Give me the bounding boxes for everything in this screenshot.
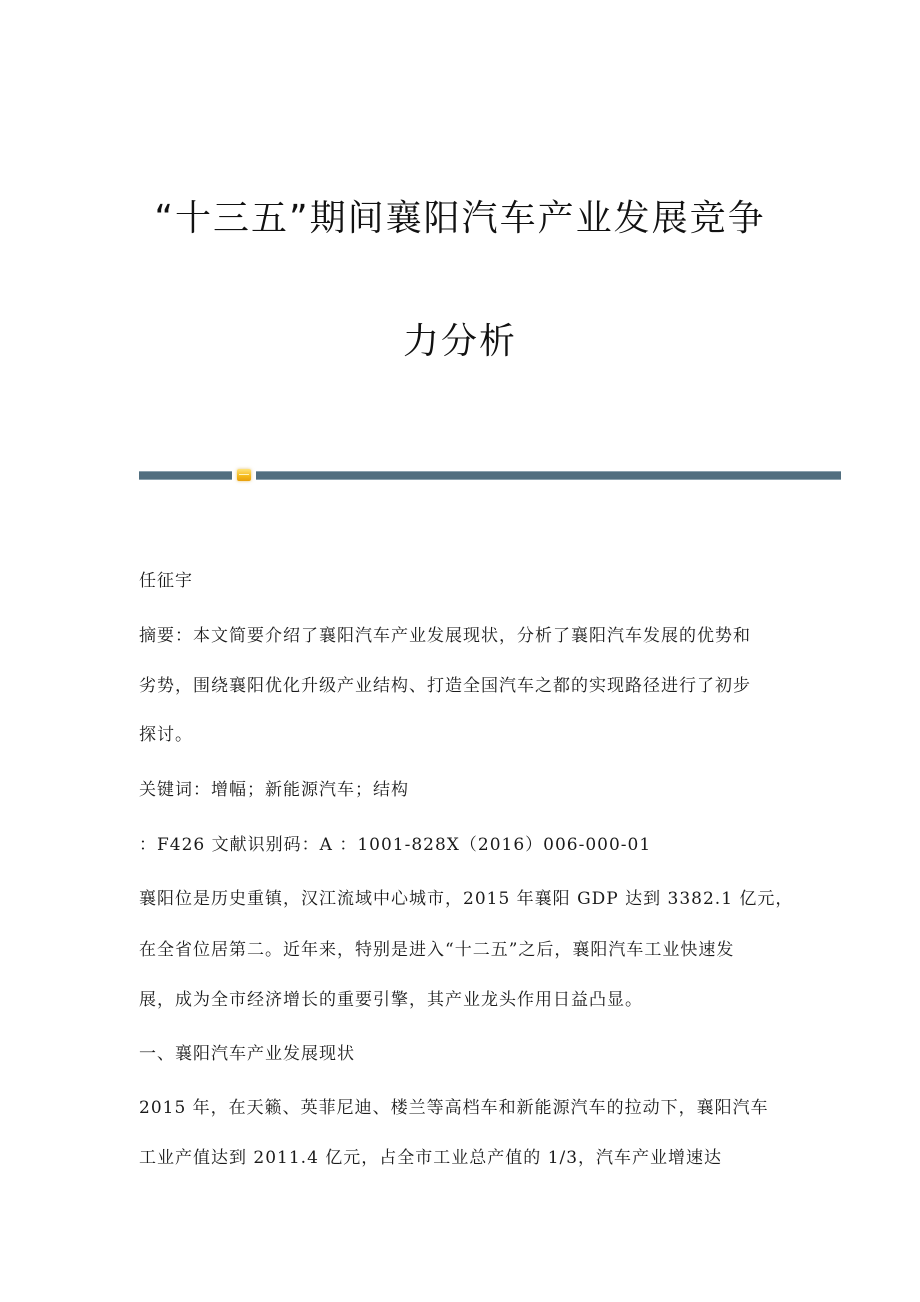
section-heading: 一、襄阳汽车产业发展现状 [139,1044,355,1064]
intro-paragraph-line: 展，成为全市经济增长的重要引擎，其产业龙头作用日益凸显。 [139,990,643,1010]
intro-paragraph-line: 襄阳位是历史重镇，汉江流域中心城市，2015 年襄阳 GDP 达到 3382.1 亿元， [139,889,794,909]
title-divider-left [139,471,232,480]
abstract-line: 摘要：本文简要介绍了襄阳汽车产业发展现状，分析了襄阳汽车发展的优势和 [139,626,751,646]
abstract-line: 探讨。 [139,725,193,745]
intro-paragraph-line: 在全省位居第二。近年来，特别是进入“十二五”之后，襄阳汽车工业快速发 [139,940,735,960]
section-paragraph-line: 工业产值达到 2011.4 亿元，占全市工业总产值的 1/3，汽车产业增速达 [139,1148,723,1168]
keywords: 关键词：增幅；新能源汽车；结构 [139,780,409,800]
abstract-line: 劣势，围绕襄阳优化升级产业结构、打造全国汽车之都的实现路径进行了初步 [139,676,751,696]
section-paragraph-line: 2015 年，在天籁、英菲尼迪、楼兰等高档车和新能源汽车的拉动下，襄阳汽车 [139,1098,769,1118]
classification-code: ：F426 文献识别码：A ：1001-828X（2016）006-000-01 [139,835,652,855]
doc-divider-ornament-icon [237,469,251,481]
title-divider-right [256,471,841,480]
document-title-line-2: 力分析 [402,321,517,362]
document-title-line-1: “十三五”期间襄阳汽车产业发展竞争 [154,198,766,239]
author-name: 任征宇 [139,571,193,591]
